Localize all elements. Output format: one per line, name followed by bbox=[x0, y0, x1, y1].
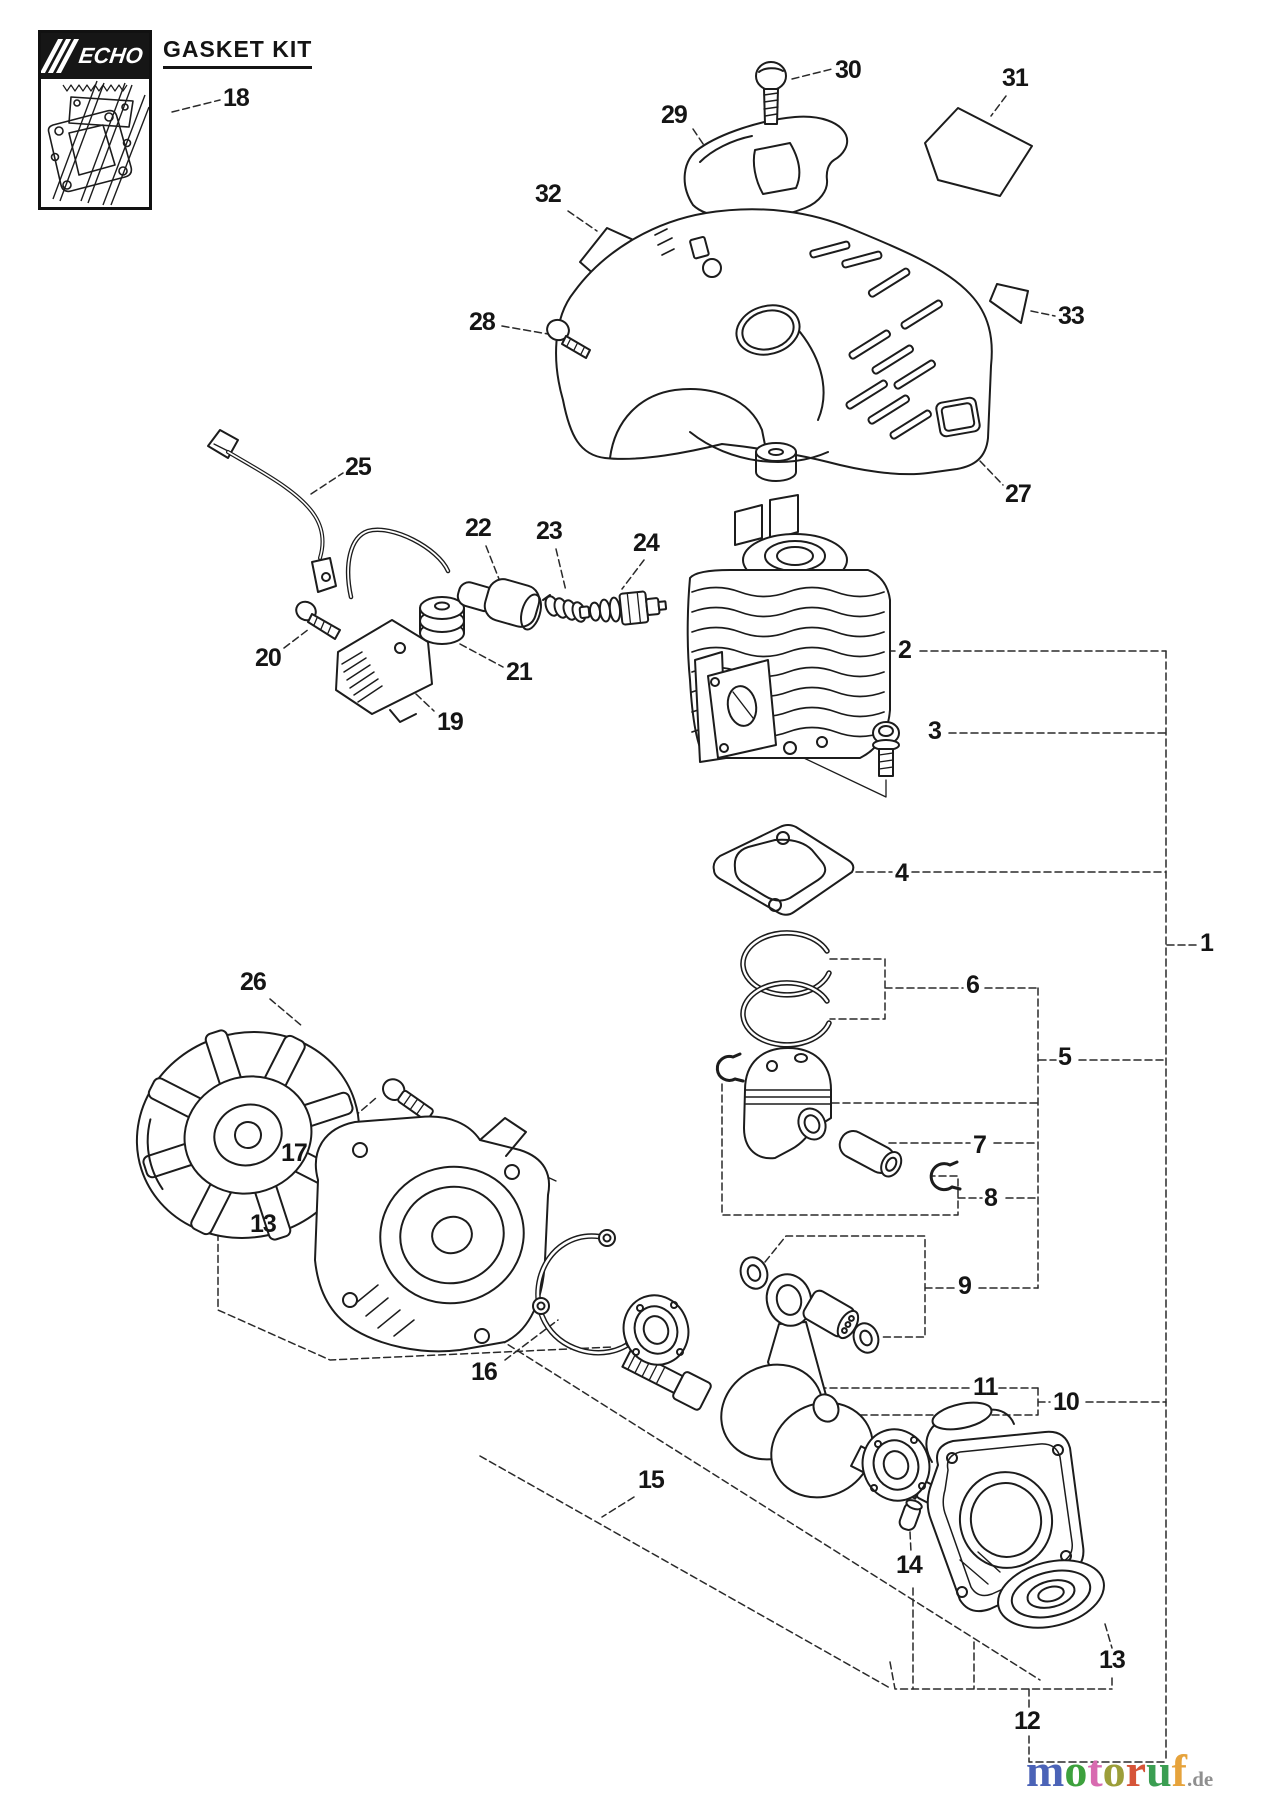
echo-brand-text: ECHO bbox=[77, 43, 145, 68]
motoruf-letter: m bbox=[1026, 1745, 1065, 1796]
part-label-5: 5 bbox=[1058, 1043, 1071, 1071]
motoruf-letter: o bbox=[1064, 1745, 1088, 1796]
spark-plug bbox=[579, 589, 668, 629]
piston bbox=[744, 1048, 831, 1158]
part-label-25: 25 bbox=[345, 453, 371, 481]
part-label-22: 22 bbox=[465, 514, 491, 542]
echo-logo bbox=[41, 33, 149, 79]
part-label-6: 6 bbox=[966, 971, 979, 999]
part-label-1: 1 bbox=[1200, 929, 1213, 957]
part-label-16: 16 bbox=[471, 1358, 497, 1386]
part-label-31: 31 bbox=[1002, 64, 1028, 92]
gasket-kit-title: GASKET KIT bbox=[163, 36, 312, 69]
part-label-4: 4 bbox=[895, 859, 908, 887]
part-label-12: 12 bbox=[1014, 1707, 1040, 1735]
part-label-28: 28 bbox=[469, 308, 495, 336]
part-label-15: 15 bbox=[638, 1466, 664, 1494]
dowel-pin bbox=[898, 1498, 923, 1532]
motoruf-domain-suffix: .de bbox=[1187, 1767, 1214, 1791]
motoruf-letter: t bbox=[1087, 1745, 1103, 1796]
ignition-coil bbox=[336, 620, 432, 722]
engine-cover bbox=[556, 209, 992, 481]
part-label-9: 9 bbox=[958, 1272, 971, 1300]
part-label-24: 24 bbox=[633, 529, 659, 557]
coil-high-tension-wire bbox=[348, 530, 448, 597]
motoruf-logo bbox=[1026, 1745, 1214, 1796]
decal-31 bbox=[925, 108, 1032, 196]
air-cleaner-cover bbox=[685, 117, 848, 220]
part-label-7: 7 bbox=[973, 1131, 986, 1159]
part-label-21: 21 bbox=[506, 658, 532, 686]
part-label-20: 20 bbox=[255, 644, 281, 672]
spark-plug-cap bbox=[455, 576, 544, 632]
washer-stack bbox=[420, 597, 464, 644]
motoruf-letter: f bbox=[1171, 1745, 1187, 1796]
part-label-18: 18 bbox=[223, 84, 249, 112]
part-label-2: 2 bbox=[898, 636, 911, 664]
cylinder bbox=[688, 495, 890, 762]
part-label-30: 30 bbox=[835, 56, 861, 84]
part-label-26: 26 bbox=[240, 968, 266, 996]
part-label-14: 14 bbox=[896, 1551, 922, 1579]
part-label-8: 8 bbox=[984, 1184, 997, 1212]
part-label-10: 10 bbox=[1053, 1388, 1079, 1416]
part-label-33: 33 bbox=[1058, 302, 1084, 330]
part-label-13a: 13 bbox=[250, 1210, 276, 1238]
part-label-29: 29 bbox=[661, 101, 687, 129]
decal-33 bbox=[990, 284, 1028, 323]
part-label-17: 17 bbox=[281, 1139, 307, 1167]
gasket-kit-art bbox=[41, 79, 149, 207]
part-label-19: 19 bbox=[437, 708, 463, 736]
part-label-13b: 13 bbox=[1099, 1646, 1125, 1674]
bolt-3 bbox=[873, 722, 899, 776]
motoruf-letter: u bbox=[1146, 1745, 1172, 1796]
part-label-23: 23 bbox=[536, 517, 562, 545]
part-label-32: 32 bbox=[535, 180, 561, 208]
motoruf-letter: r bbox=[1125, 1745, 1147, 1796]
screw-20 bbox=[293, 598, 340, 639]
crankcase-left bbox=[315, 1117, 549, 1352]
piston-rings bbox=[743, 933, 829, 1045]
gasket-kit-box bbox=[38, 30, 152, 210]
lead-wire bbox=[208, 430, 336, 592]
part-label-3: 3 bbox=[928, 717, 941, 745]
piston-pin bbox=[835, 1126, 905, 1180]
screw-30 bbox=[756, 62, 786, 124]
part-label-11: 11 bbox=[973, 1373, 998, 1401]
cylinder-gasket bbox=[714, 825, 854, 915]
motoruf-letter: o bbox=[1102, 1745, 1126, 1796]
part-label-27: 27 bbox=[1005, 480, 1031, 508]
